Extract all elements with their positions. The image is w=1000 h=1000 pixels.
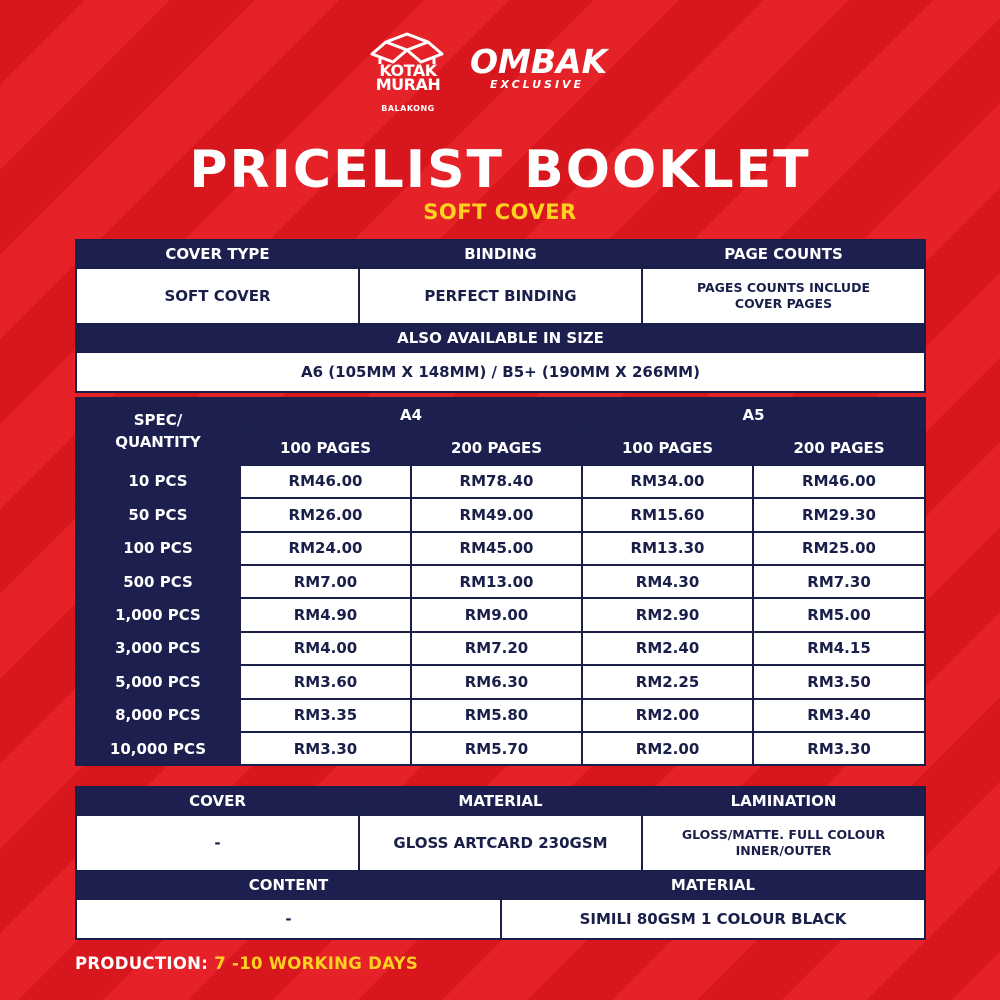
price-cell: RM29.30 [753,498,925,531]
quantity-cell: 500 PCS [76,565,240,598]
table-row [76,665,925,698]
quantity-cell: 3,000 PCS [76,632,240,665]
price-cell: RM3.60 [240,665,411,698]
price-cell: RM15.60 [582,498,753,531]
size-a4-header: A4 [240,398,582,431]
page-option-header: 100 PAGES [582,431,753,464]
table-row [76,565,925,598]
price-cell: RM5.80 [411,699,582,732]
sizes-header: ALSO AVAILABLE IN SIZE [76,324,925,352]
price-cell: RM2.00 [582,732,753,765]
table-row [76,632,925,665]
price-cell: RM3.50 [753,665,925,698]
price-cell: RM2.90 [582,598,753,631]
price-cell: RM13.30 [582,532,753,565]
cover-header: COVER [76,787,359,815]
page-option-header: 200 PAGES [411,431,582,464]
price-cell: RM6.30 [411,665,582,698]
ombak-exclusive-label: EXCLUSIVE [490,78,585,91]
page-counts-value: PAGES COUNTS INCLUDE COVER PAGES [642,268,925,324]
production-note [75,954,418,973]
spec-quantity-header: SPEC/ QUANTITY [76,398,240,465]
table-row [76,699,925,732]
page-option-header: 200 PAGES [753,431,925,464]
table-row [76,598,925,631]
price-cell: RM2.25 [582,665,753,698]
table-row [76,732,925,765]
size-a5-header: A5 [582,398,925,431]
binding-header: BINDING [359,240,642,268]
price-cell: RM45.00 [411,532,582,565]
price-cell: RM5.70 [411,732,582,765]
page-option-header: 100 PAGES [240,431,411,464]
price-cell: RM3.40 [753,699,925,732]
price-cell: RM2.40 [582,632,753,665]
content-material-value: SIMILI 80GSM 1 COLOUR BLACK [501,899,925,939]
price-cell: RM7.30 [753,565,925,598]
table-row [76,498,925,531]
cover-type-header: COVER TYPE [76,240,359,268]
ombak-logo: OMBAK [470,42,608,81]
quantity-cell: 1,000 PCS [76,598,240,631]
price-cell: RM13.00 [411,565,582,598]
cover-type-value: SOFT COVER [76,268,359,324]
price-cell: RM46.00 [753,465,925,498]
binding-value: PERFECT BINDING [359,268,642,324]
content-value: - [76,899,501,939]
content-header: CONTENT [76,871,501,899]
production-value: 7 -10 WORKING DAYS [214,954,419,973]
quantity-cell: 10 PCS [76,465,240,498]
price-cell: RM9.00 [411,598,582,631]
page-title: PRICELIST BOOKLET [189,140,811,200]
quantity-cell: 100 PCS [76,532,240,565]
spec-table [75,239,926,393]
price-cell: RM3.30 [753,732,925,765]
quantity-cell: 8,000 PCS [76,699,240,732]
cover-material-header: MATERIAL [359,787,642,815]
price-cell: RM78.40 [411,465,582,498]
table-row [76,465,925,498]
price-cell: RM4.00 [240,632,411,665]
price-cell: RM3.35 [240,699,411,732]
cover-value: - [76,815,359,871]
price-cell: RM2.00 [582,699,753,732]
price-cell: RM34.00 [582,465,753,498]
quantity-cell: 5,000 PCS [76,665,240,698]
price-cell: RM7.20 [411,632,582,665]
page-subtitle: SOFT COVER [423,200,577,224]
price-cell: RM3.30 [240,732,411,765]
production-label: PRODUCTION: [75,954,209,973]
price-cell: RM5.00 [753,598,925,631]
price-cell: RM4.90 [240,598,411,631]
price-cell: RM7.00 [240,565,411,598]
material-table [75,786,926,940]
table-row [76,532,925,565]
price-rows [76,465,925,766]
kotak-murah-logo: KOTAK MURAH [375,61,441,94]
sizes-value: A6 (105MM X 148MM) / B5+ (190MM X 266MM) [76,352,925,392]
price-cell: RM49.00 [411,498,582,531]
price-cell: RM4.30 [582,565,753,598]
content-material-header: MATERIAL [501,871,925,899]
price-cell: RM4.15 [753,632,925,665]
price-cell: RM25.00 [753,532,925,565]
cover-material-value: GLOSS ARTCARD 230GSM [359,815,642,871]
quantity-cell: 50 PCS [76,498,240,531]
lamination-header: LAMINATION [642,787,925,815]
price-cell: RM26.00 [240,498,411,531]
price-cell: RM24.00 [240,532,411,565]
page-counts-header: PAGE COUNTS [642,240,925,268]
kotak-murah-location: BALAKONG [381,104,435,113]
price-cell: RM46.00 [240,465,411,498]
quantity-cell: 10,000 PCS [76,732,240,765]
lamination-value: GLOSS/MATTE. FULL COLOUR INNER/OUTER [642,815,925,871]
price-table [75,397,926,766]
